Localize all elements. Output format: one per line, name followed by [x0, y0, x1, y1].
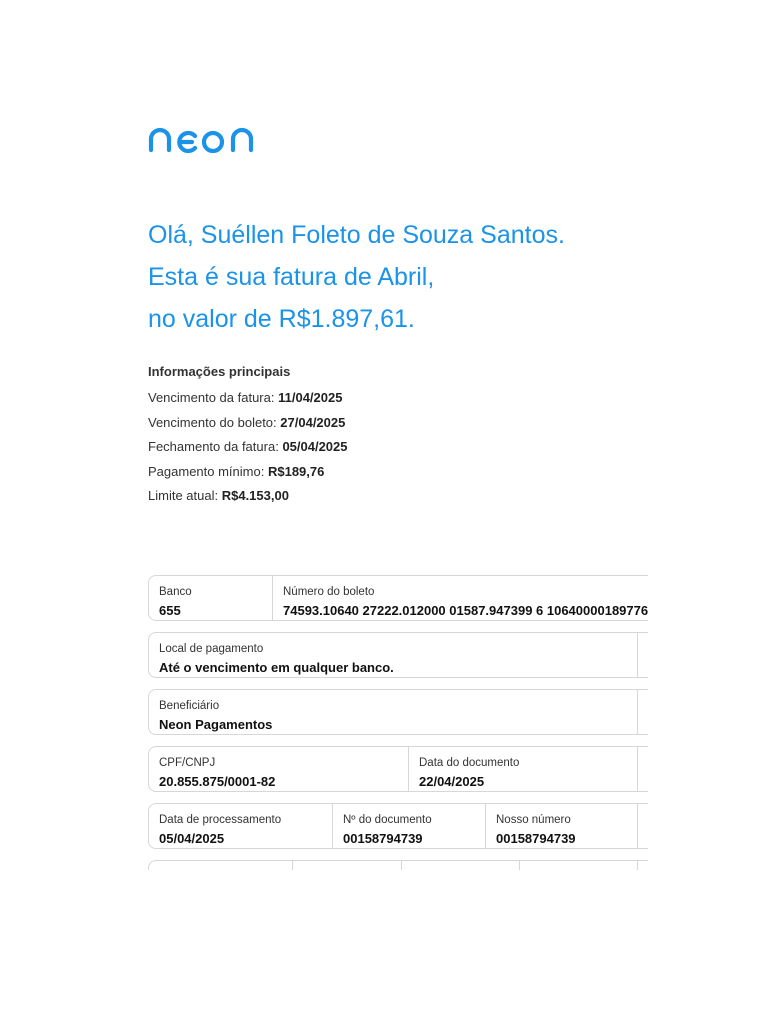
beneficiary-cell [149, 690, 637, 734]
main-info [148, 364, 348, 509]
neon-logo [148, 124, 258, 156]
greeting-headline [148, 214, 565, 340]
payment-place-label: Local de pagamento [159, 643, 264, 655]
boleto-number-value[interactable]: 74593.10640 27222.012000 01587.947399 6 10640000189776 [283, 603, 648, 618]
clipped-cell [637, 861, 648, 870]
clipped-cell [637, 804, 648, 848]
info-row-closing-date [148, 435, 348, 460]
info-label: Fechamento da fatura: [148, 439, 279, 454]
info-value: 27/04/2025 [280, 414, 346, 430]
bank-cell [149, 576, 272, 620]
invoice-month-line: Esta é sua fatura de Abril, [148, 263, 435, 291]
boleto-row-bank [148, 575, 648, 621]
our-number-value: 00158794739 [496, 831, 576, 846]
empty-cell [149, 861, 292, 870]
main-info-title: Informações principais [148, 364, 291, 379]
boleto-number-label: Número do boleto [283, 586, 375, 598]
cpf-cell [149, 747, 408, 791]
document-number-cell [332, 804, 485, 848]
info-label: Pagamento mínimo: [148, 463, 265, 479]
our-number-cell [485, 804, 637, 848]
cpf-label: CPF/CNPJ [159, 757, 216, 769]
our-number-label: Nosso número [496, 814, 571, 826]
boleto-number-cell [272, 576, 648, 620]
clipped-cell [637, 690, 648, 734]
empty-cell [519, 861, 637, 870]
info-value: 11/04/2025 [278, 390, 343, 405]
bank-value: 655 [159, 603, 181, 618]
bank-label: Banco [159, 586, 192, 598]
info-row-current-limit [148, 484, 348, 509]
info-row-minimum-payment [148, 460, 348, 485]
boleto-row-next [148, 860, 648, 870]
invoice-amount-line: no valor de R$1.897,61. [148, 305, 415, 333]
clipped-cell [637, 633, 648, 677]
info-value: R$4.153,00 [221, 488, 289, 503]
beneficiary-value: Neon Pagamentos [159, 717, 273, 732]
processing-date-value: 05/04/2025 [159, 831, 225, 846]
processing-date-cell [149, 804, 332, 848]
clipped-cell [637, 747, 648, 791]
beneficiary-label: Beneficiário [159, 700, 220, 712]
cpf-value: 20.855.875/0001-82 [159, 774, 276, 789]
boleto-table [148, 575, 648, 870]
payment-place-value: Até o vencimento em qualquer banco. [159, 660, 394, 675]
document-date-cell [408, 747, 637, 791]
info-row-boleto-due [148, 411, 348, 436]
empty-cell [292, 861, 401, 870]
boleto-row-cpf [148, 746, 648, 792]
greeting-line: Olá, Suéllen Foleto de Souza Santos. [148, 221, 565, 249]
empty-cell [401, 861, 519, 870]
document-number-label: Nº do documento [343, 814, 432, 826]
document-date-label: Data do documento [419, 757, 520, 769]
info-row-due-date [148, 386, 348, 411]
processing-date-label: Data de processamento [159, 814, 282, 826]
document-number-value: 00158794739 [343, 831, 423, 846]
document-date-value: 22/04/2025 [419, 774, 485, 789]
info-value: 05/04/2025 [282, 439, 348, 454]
info-value: R$189,76 [267, 463, 325, 479]
payment-place-cell [149, 633, 637, 677]
info-label: Vencimento do boleto: [148, 414, 277, 430]
info-label: Limite atual: [148, 488, 219, 503]
boleto-row-payment-place [148, 632, 648, 678]
boleto-row-beneficiary [148, 689, 648, 735]
info-label: Vencimento da fatura: [148, 390, 275, 405]
boleto-row-processing [148, 803, 648, 849]
